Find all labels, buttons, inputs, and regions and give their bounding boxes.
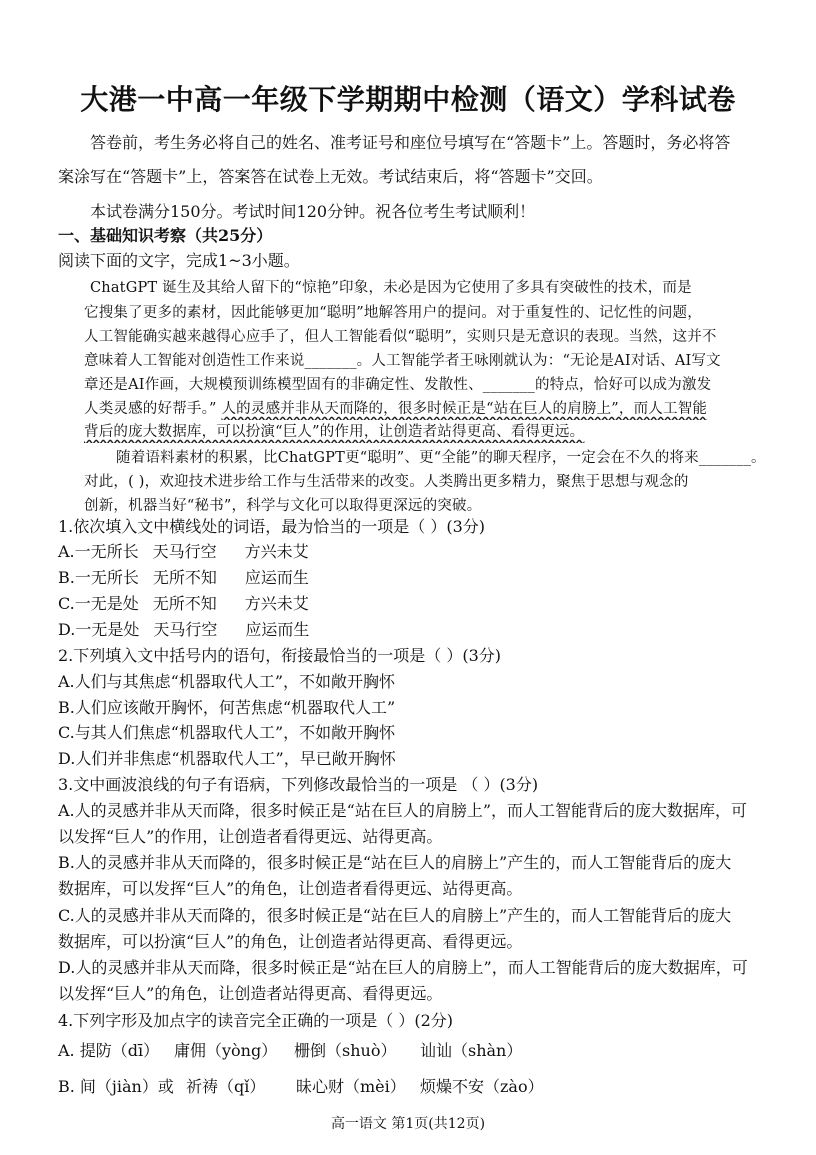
wavy-underlined-sentence-start: 人的灵感并非从天而降的，很多时候正是“站在巨人的肩膀上”，而人工智能: [221, 401, 708, 417]
instruction-line-3: 本试卷满分150分。考试时间120分钟。祝各位考生考试顺利！: [90, 202, 536, 221]
question-4-option-a: A. 提防（dī） 庸佣（yòng） 栅倒（shuò） 讪讪（shàn）: [58, 1041, 523, 1060]
instruction-line-1: 答卷前，考生务必将自己的姓名、准考证号和座位号填写在“答题卡”上。答题时，务必将答: [90, 133, 731, 152]
question-2-option-d: D.人们并非焦虑“机器取代人工”，早已敞开胸怀: [58, 749, 396, 768]
passage-line-3: 人工智能确实越来越得心应手了，但人工智能看似“聪明”，实则只是无意识的表现。当然，这并不: [84, 329, 717, 345]
page-footer: 高一语文 第1页(共12页): [330, 1116, 486, 1132]
question-2-option-b: B.人们应该敞开胸怀，何苦焦虑“机器取代人工”: [58, 698, 396, 717]
question-3-option-b-line-1: B.人的灵感并非从天而降的，很多时候正是“站在巨人的肩膀上”产生的，而人工智能背后的庞大: [58, 853, 732, 872]
question-2-option-c: C.与其人们焦虑“机器取代人工”，不如敞开胸怀: [58, 723, 396, 742]
question-3-stem: 3.文中画波浪线的句子有语病，下列修改最恰当的一项是 （ ）(3分): [58, 775, 539, 794]
question-3-option-a-line-1: A.人的灵感并非从天而降，很多时候正是“站在巨人的肩膀上”，而人工智能背后的庞大数据库，可: [58, 801, 748, 820]
passage-line-7: [84, 421, 774, 443]
question-4-stem: 4.下列字形及加点字的读音完全正确的一项是（ ）(2分): [58, 1011, 454, 1030]
wavy-underlined-sentence-end: 背后的庞大数据库，可以扮演“巨人”的作用，让创造者站得更高、看得更远。: [84, 424, 585, 440]
question-1-option-a: A.一无所长 天马行空 方兴未艾: [58, 542, 309, 561]
question-1-option-c: C.一无是处 无所不知 方兴未艾: [58, 594, 309, 613]
question-3-option-a-line-2: 以发挥“巨人”的作用，让创造者看得更远、站得更高。: [58, 827, 443, 846]
passage-line-9: 对此，( )，欢迎技术进步给工作与生活带来的改变。人类腾出更多精力，聚焦于思想与观念的: [84, 474, 689, 490]
question-3-option-c-line-2: 数据库，可以扮演“巨人”的角色，让创造者站得更高、看得更远。: [58, 932, 523, 951]
passage-line-5: 章还是AI作画，大规模预训练模型固有的非确定性、发散性、_______的特点，恰好可以成为激发: [84, 377, 712, 393]
passage-line-4: 意味着人工智能对创造性工作来说_______。人工智能学者王咏刚就认为：“无论是AI对话、AI写文: [84, 353, 721, 369]
question-3-option-d-line-2: 以发挥“巨人”的角色，让创造者站得更高、看得更远。: [58, 984, 443, 1003]
question-3-option-d-line-1: D.人的灵感并非从天而降，很多时候正是“站在巨人的肩膀上”，而人工智能背后的庞大数据库，可: [58, 958, 748, 977]
passage-line-2: 它搜集了更多的素材，因此能够更加“聪明”地解答用户的提问。对于重复性的、记忆性的问题，: [84, 305, 702, 321]
question-2-option-a: A.人们与其焦虑“机器取代人工”，不如敞开胸怀: [58, 672, 396, 691]
section-heading: 一、基础知识考察（共25分）: [58, 226, 273, 245]
passage-line-1: ChatGPT 诞生及其给人留下的“惊艳”印象，未必是因为它使用了多具有突破性的技术，而是: [90, 280, 692, 296]
question-1-stem: 1.依次填入文中横线处的词语，最为恰当的一项是（ ）(3分): [58, 517, 486, 536]
passage-line-10: 创新，机器当好“秘书”，科学与文化可以取得更深远的突破。: [84, 498, 482, 514]
question-1-option-b: B.一无所长 无所不知 应运而生: [58, 568, 309, 587]
question-2-stem: 2.下列填入文中括号内的语句，衔接最恰当的一项是（ ）(3分): [58, 646, 502, 665]
passage-line-8: 随着语料素材的积累，比ChatGPT更“聪明”、更“全能”的聊天程序，一定会在不久的将来_______。: [116, 450, 766, 466]
passage-line-6: [84, 398, 774, 420]
question-1-option-d: D.一无是处 天马行空 应运而生: [58, 620, 310, 639]
question-3-option-b-line-2: 数据库，可以发挥“巨人”的角色，让创造者看得更远、站得更高。: [58, 879, 523, 898]
question-3-option-c-line-1: C.人的灵感并非从天而降的，很多时候正是“站在巨人的肩膀上”产生的，而人工智能背后的庞大: [58, 906, 732, 925]
question-4-option-b: B. 间（jiàn）或 祈祷（qǐ） 昧心财（mèi） 烦燥不安（zào）: [58, 1077, 544, 1096]
reading-intro: 阅读下面的文字，完成1~3小题。: [58, 251, 300, 270]
passage-line-6-start: 人类灵感的好帮手。”: [84, 401, 217, 417]
exam-title: 大港一中高一年级下学期期中检测（语文）学科试卷: [80, 83, 736, 116]
instruction-line-2: 案涂写在“答题卡”上，答案答在试卷上无效。考试结束后，将“答题卡”交回。: [58, 167, 603, 186]
